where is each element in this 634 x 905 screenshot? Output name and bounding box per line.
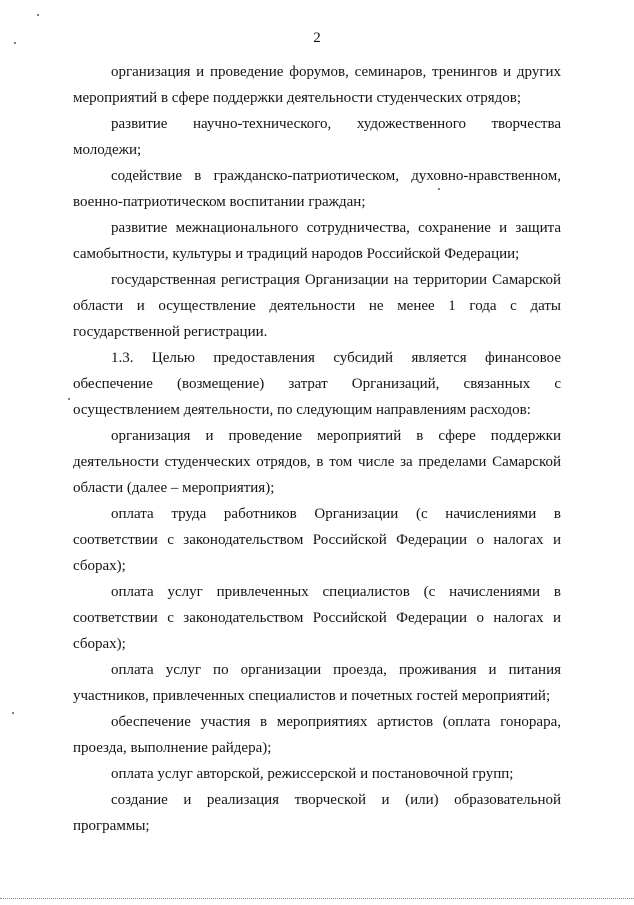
scan-speck — [12, 712, 14, 714]
paragraph-creative-groups: оплата услуг авторской, режиссерской и постановочной групп; — [111, 766, 514, 782]
scan-speck — [438, 188, 440, 190]
paragraph-artists-participation: обеспечение участия в мероприятиях артистов (оплата гонорара, проезда, выполнение райдера); — [73, 714, 561, 756]
paragraph-events-organization: организация и проведение мероприятий в сфере поддержки деятельности студенческих отрядов, в том числе за пределами Самарской области (далее – мероприятия); — [73, 428, 561, 496]
paragraph-program-creation: создание и реализация творческой и (или) образовательной программы; — [73, 792, 561, 834]
paragraph-interethnic-cooperation: развитие межнационального сотрудничества, сохранение и защита самобытности, культуры и традиций народов Российской Федерации; — [73, 220, 561, 262]
scan-speck — [14, 42, 16, 44]
paragraph-specialists-services: оплата услуг привлеченных специалистов (с начислениями в соответствии с законодательством Российской Федерации о налогах и сборах); — [73, 584, 561, 652]
paragraph-section-1-3: 1.3. Целью предоставления субсидий является финансовое обеспечение (возмещение) затрат Организаций, связанных с осуществлением деятельности, по следующим направлениям расходов: — [73, 350, 561, 418]
paragraph-patriotic-education: содействие в гражданско-патриотическом, духовно-нравственном, военно-патриотическом воспитании граждан; — [73, 168, 561, 210]
paragraph-travel-accommodation: оплата услуг по организации проезда, проживания и питания участников, привлеченных специалистов и почетных гостей мероприятий; — [73, 662, 561, 704]
scan-speck — [68, 398, 70, 400]
paragraph-state-registration: государственная регистрация Организации на территории Самарской области и осуществление деятельности не менее 1 года с даты государственной регистрации. — [73, 272, 561, 340]
scan-speck — [37, 14, 39, 16]
document-body — [73, 59, 561, 839]
paragraph-scientific-creativity: развитие научно-технического, художественного творчества молодежи; — [73, 116, 561, 158]
paragraph-forums: организация и проведение форумов, семинаров, тренингов и других мероприятий в сфере поддержки деятельности студенческих отрядов; — [73, 64, 561, 106]
paragraph-staff-salary: оплата труда работников Организации (с начислениями в соответствии с законодательством Российской Федерации о налогах и сборах); — [73, 506, 561, 574]
bottom-scan-line — [0, 898, 634, 900]
page-number: 2 — [313, 30, 321, 46]
